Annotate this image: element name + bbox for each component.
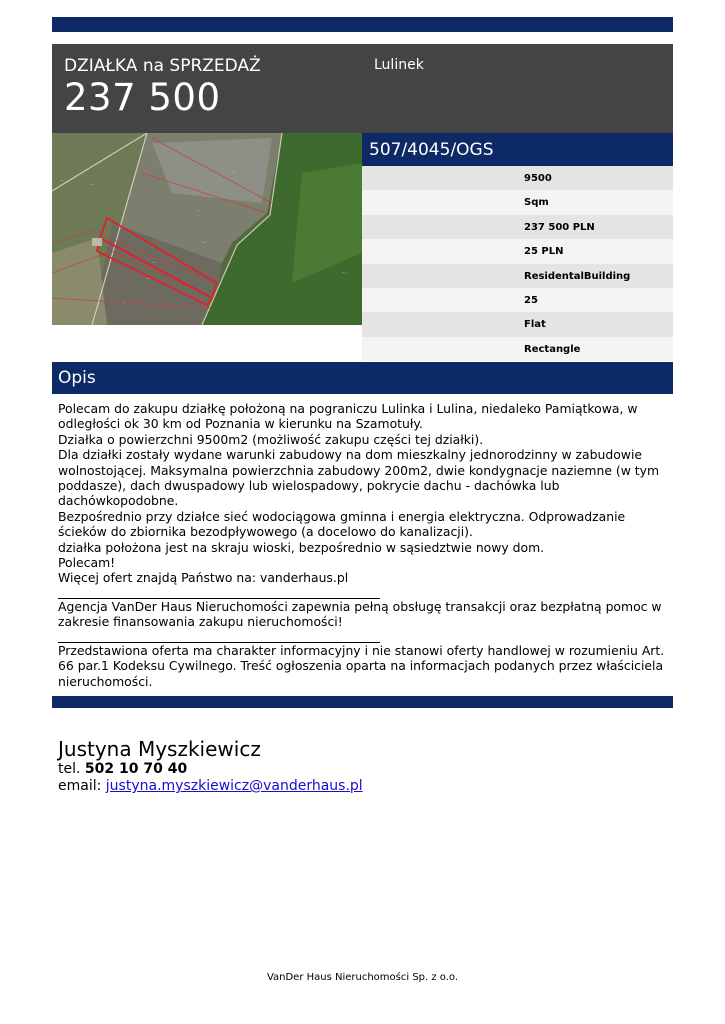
detail-value: 25 PLN bbox=[524, 246, 564, 258]
svg-text:...: ... bbox=[202, 239, 206, 244]
description-paragraph: Bezpośrednio przy działce sieć wodociągowa gminna i energia elektryczna. Odprowadzanie ścieków do zbiornika bezodpływowego (a docelowo do kanalizacji). bbox=[58, 508, 626, 540]
svg-text:...: ... bbox=[152, 259, 156, 264]
listing-location: Lulinek bbox=[374, 57, 424, 73]
email-label: email: bbox=[58, 778, 102, 794]
disclaimer: Przedstawiona oferta ma charakter informacyjny i nie stanowi oferty handlowej w rozumieniu Art. 66 par.1 Kodeksu Cywilnego. Treść ogłoszenia oparta na informacjach podanych przez właściciela nieruchomości. bbox=[58, 642, 665, 689]
bottom-bar bbox=[52, 696, 673, 708]
description-paragraph: Dla działki zostały wydane warunki zabudowy na dom mieszkalny jednorodzinny w zabudowie wolnostojącej. Maksymalna powierzchnia zabudowy 200m2, dwie kondygnacje naziemne (w tym poddasze), dach dwuspadowy lub wielospadowy, pokrycie dachu - dachówka lub dachówkopodobne. bbox=[58, 447, 660, 509]
separator-line bbox=[58, 586, 380, 599]
svg-text:...: ... bbox=[147, 275, 151, 280]
description-text bbox=[58, 401, 668, 689]
detail-value: ResidentalBuilding bbox=[524, 270, 631, 282]
satellite-map-image bbox=[52, 133, 362, 325]
agent-email-link[interactable]: justyna.myszkiewicz@vanderhaus.pl bbox=[105, 778, 363, 794]
top-bar bbox=[52, 17, 673, 32]
details-table bbox=[362, 166, 673, 361]
detail-value: Sqm bbox=[524, 197, 549, 209]
detail-row bbox=[362, 288, 673, 312]
svg-text:...: ... bbox=[90, 181, 94, 186]
detail-value: Flat bbox=[524, 319, 546, 331]
description-paragraph: Działka o powierzchni 9500m2 (możliwość zakupu części tej działki). bbox=[58, 431, 484, 447]
detail-row bbox=[362, 190, 673, 214]
svg-text:...: ... bbox=[122, 299, 126, 304]
detail-value: Rectangle bbox=[524, 343, 581, 355]
description-paragraph: Polecam do zakupu działkę położoną na pograniczu Lulinka i Lulina, niedaleko Pamiątkowa, w odległości ok 30 km od Poznania w kierunku na Szamotuły. bbox=[58, 401, 638, 432]
listing-price: 237 500 bbox=[64, 76, 221, 119]
listing-type: DZIAŁKA na SPRZEDAŻ bbox=[64, 56, 261, 76]
reference-number-bar bbox=[362, 133, 673, 166]
agent-phone: 502 10 70 40 bbox=[84, 761, 188, 777]
detail-value: 237 500 PLN bbox=[524, 221, 595, 233]
listing-header bbox=[52, 44, 673, 133]
detail-row bbox=[362, 312, 673, 336]
description-paragraph: Polecam! bbox=[58, 555, 116, 571]
description-paragraph: Więcej ofert znajdą Państwo na: vanderhaus.pl bbox=[58, 570, 349, 586]
footer-company: VanDer Haus Nieruchomości Sp. z o.o. bbox=[266, 972, 459, 983]
reference-number: 507/4045/OGS bbox=[369, 140, 494, 160]
separator-line bbox=[58, 630, 380, 643]
agent-phone-line bbox=[58, 761, 187, 777]
svg-text:...: ... bbox=[197, 207, 201, 212]
svg-text:...: ... bbox=[342, 269, 346, 274]
agent-email-line bbox=[58, 778, 363, 794]
detail-row bbox=[362, 166, 673, 190]
description-paragraph: działka położona jest na skraju wioski, bezpośrednio w sąsiedztwie nowy dom. bbox=[58, 539, 545, 555]
description-heading-bar bbox=[52, 362, 673, 394]
detail-row bbox=[362, 264, 673, 288]
detail-value: 25 bbox=[524, 294, 538, 306]
svg-text:...: ... bbox=[232, 169, 236, 174]
agent-name: Justyna Myszkiewicz bbox=[58, 737, 261, 761]
detail-row bbox=[362, 239, 673, 263]
phone-label: tel. bbox=[58, 761, 81, 777]
service-note: Agencja VanDer Haus Nieruchomości zapewnia pełną obsługę transakcji oraz bezpłatną pomoc w zakresie finansowania zakupu nieruchomości! bbox=[58, 598, 662, 630]
detail-row bbox=[362, 337, 673, 361]
description-heading: Opis bbox=[58, 368, 96, 388]
detail-row bbox=[362, 215, 673, 239]
detail-value: 9500 bbox=[524, 173, 552, 184]
svg-text:...: ... bbox=[60, 177, 64, 182]
